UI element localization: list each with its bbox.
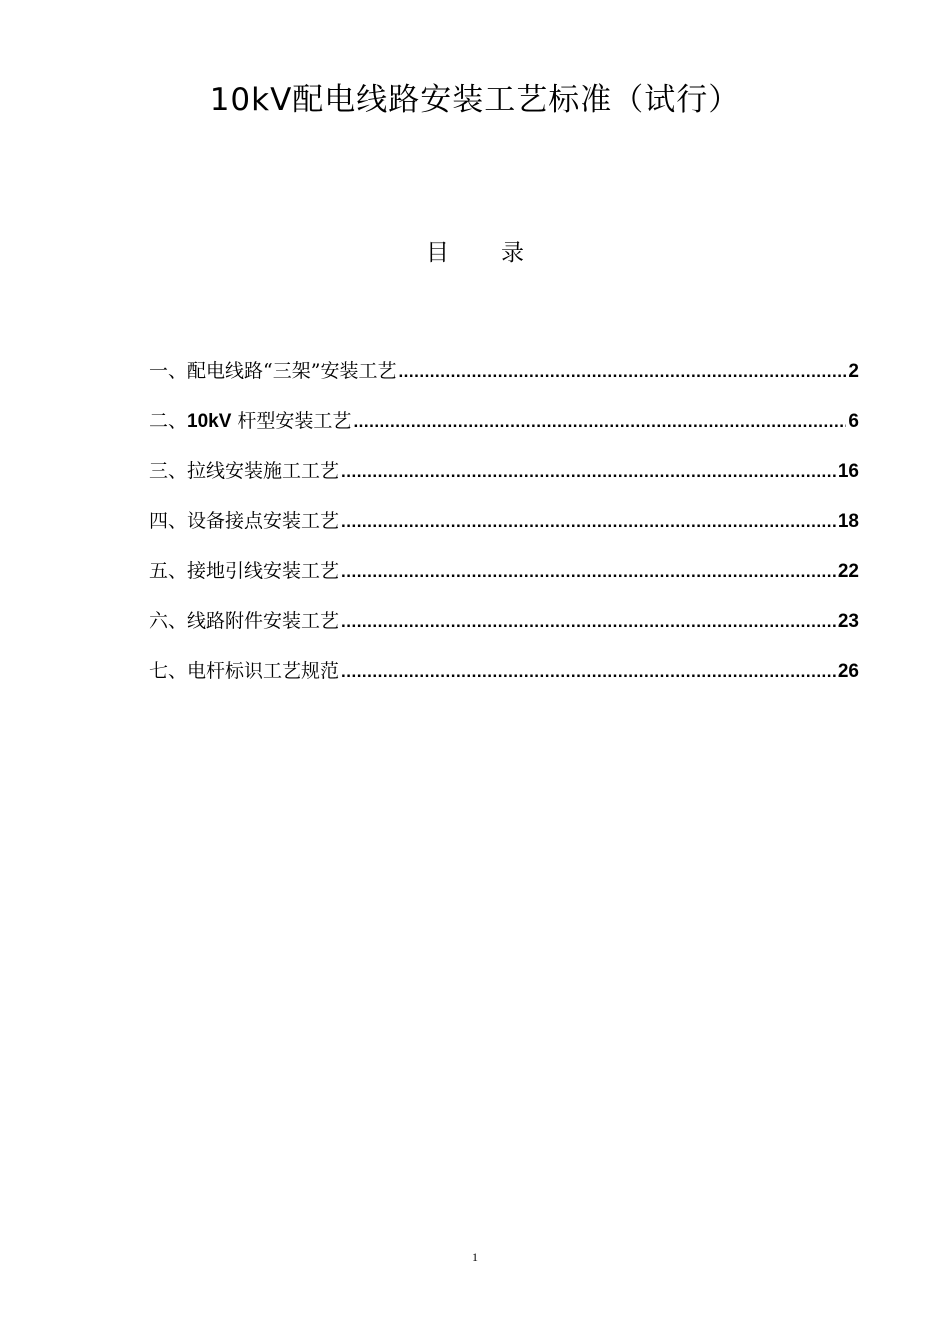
toc-entry[interactable]	[149, 556, 859, 606]
toc-entry-label	[149, 506, 339, 536]
toc-leader-dots	[398, 357, 846, 387]
toc-entry-page: 18	[837, 511, 859, 532]
toc-entry-title: 配电线路“三架”安装工艺	[187, 360, 397, 382]
toc-leader-dots	[353, 407, 846, 437]
toc-entry-label	[149, 406, 351, 437]
toc-leader-dots	[341, 457, 836, 487]
toc-leader-dots	[341, 557, 836, 587]
toc-entry[interactable]	[149, 606, 859, 656]
toc-heading-char-1: 目	[426, 240, 449, 266]
toc-entry-title: 拉线安装施工工艺	[187, 460, 340, 482]
toc-entry-prefix: 一、	[149, 360, 188, 382]
toc-leader-dots	[341, 507, 836, 537]
toc-entry-prefix: 六、	[149, 610, 188, 632]
toc-entry-prefix: 三、	[149, 460, 188, 482]
toc-entry-prefix: 四、	[149, 510, 188, 532]
document-title: 10kV配电线路安装工艺标准（试行）	[209, 82, 741, 118]
toc-entry-prefix: 七、	[149, 660, 188, 682]
toc-entry[interactable]	[149, 456, 859, 506]
toc-entry-title: 设备接点安装工艺	[187, 510, 340, 532]
toc-entry-page: 6	[848, 411, 859, 432]
toc-entry-prefix: 二、	[149, 410, 188, 432]
toc-entry-label	[149, 656, 339, 686]
toc-entry-title: 电杆标识工艺规范	[187, 660, 340, 682]
toc-entry[interactable]	[149, 356, 859, 406]
toc-entry[interactable]	[149, 506, 859, 556]
page-number: 1	[472, 1250, 478, 1264]
toc-entry-label	[149, 356, 396, 386]
toc-entry[interactable]	[149, 656, 859, 706]
toc-entry-page: 23	[837, 611, 859, 632]
toc-entry-label	[149, 556, 339, 586]
toc-entry-code: 10kV	[187, 411, 232, 432]
toc-entry-page: 16	[837, 461, 859, 482]
toc-entry-label	[149, 456, 339, 486]
toc-leader-dots	[341, 607, 836, 637]
toc-entry-label	[149, 606, 339, 636]
toc-entry-page: 26	[837, 661, 859, 682]
toc-entry-prefix: 五、	[149, 560, 188, 582]
toc-entry[interactable]	[149, 406, 859, 456]
toc-heading	[0, 236, 950, 270]
toc-heading-char-2: 录	[501, 240, 524, 266]
toc-entry-title: 接地引线安装工艺	[187, 560, 340, 582]
toc-entry-title: 杆型安装工艺	[231, 410, 352, 432]
table-of-contents	[149, 356, 859, 706]
toc-leader-dots	[341, 657, 836, 687]
toc-entry-title: 线路附件安装工艺	[187, 610, 340, 632]
toc-entry-page: 2	[848, 361, 859, 382]
toc-entry-page: 22	[837, 561, 859, 582]
